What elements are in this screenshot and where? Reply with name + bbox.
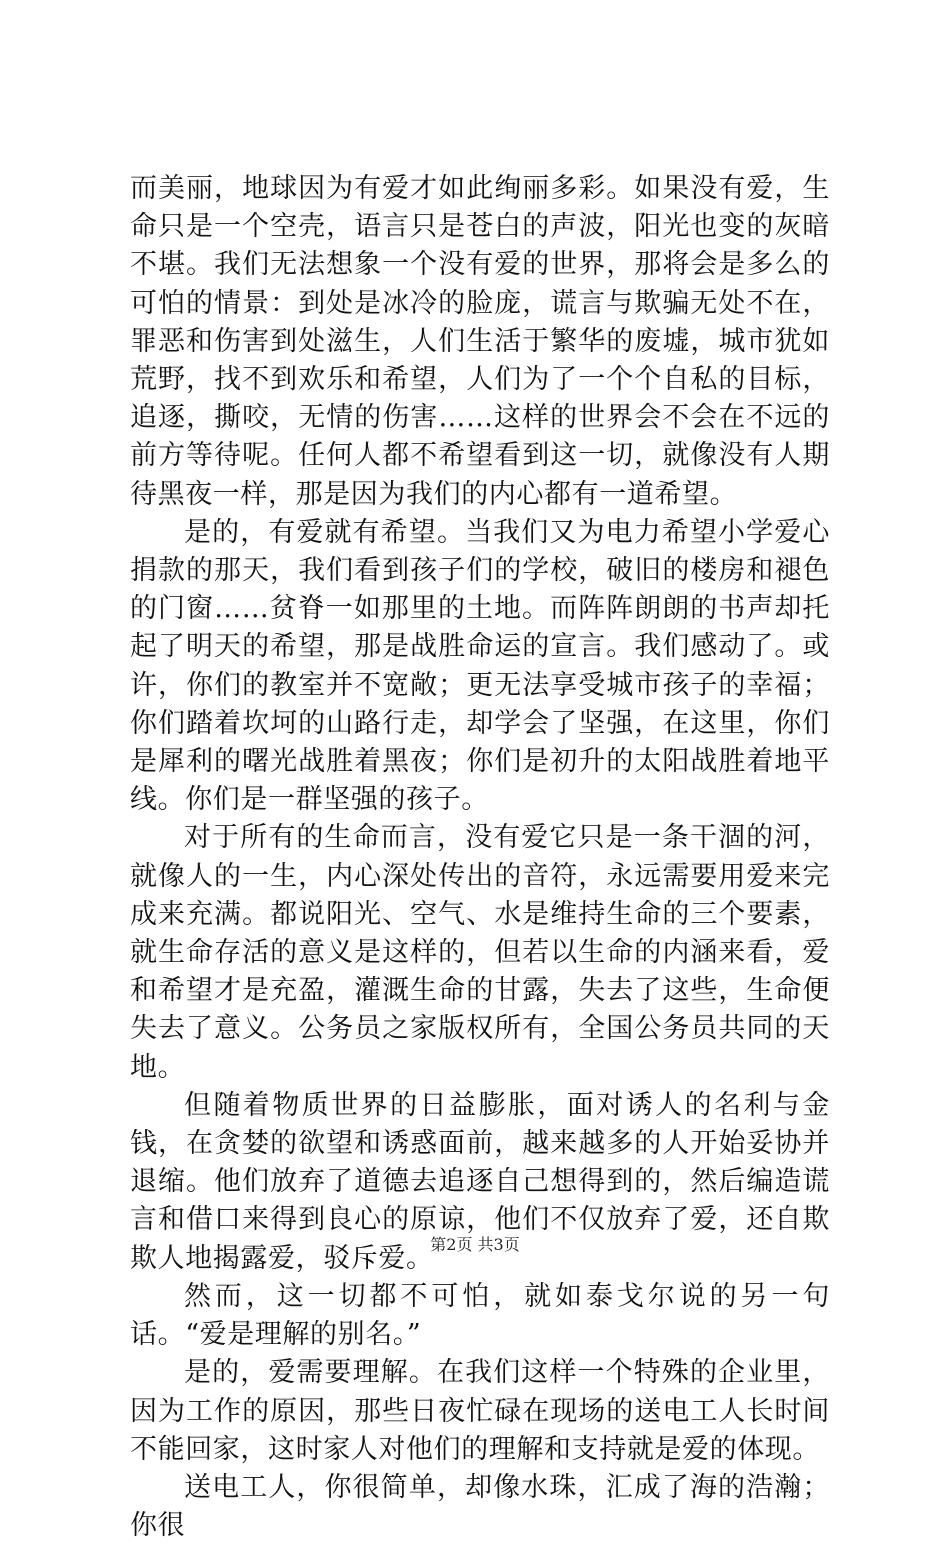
page-footer	[0, 1232, 950, 1255]
page-number-label: 第2页 共3页	[430, 1235, 520, 1254]
paragraph-3: 对于所有的生命而言，没有爱它只是一条干涸的河，就像人的一生，内心深处传出的音符，永远需要用爱来完成来充满。都说阳光、空气、水是维持生命的三个要素，就生命存活的意义是这样的，但若以生命的内涵来看，爱和希望才是充盈，灌溉生命的甘露，失去了这些，生命便失去了意义。公务员之家版权所有，全国公务员共同的天地。	[130, 822, 830, 1083]
document-body	[130, 170, 830, 1545]
paragraph-4: 但随着物质世界的日益膨胀，面对诱人的名利与金钱，在贪婪的欲望和诱惑面前，越来越多的人开始妥协并退缩。他们放弃了道德去追逐自己想得到的，然后编造谎言和借口来得到良心的原谅，他们不仅放弃了爱，还自欺欺人地揭露爱，驳斥爱。	[130, 1089, 830, 1274]
paragraph-7: 送电工人，你很简单，却像水珠，汇成了海的浩瀚；你很	[130, 1471, 830, 1542]
paragraph-5: 然而，这一切都不可怕，就如泰戈尔说的另一句话。“爱是理解的别名。”	[130, 1280, 830, 1351]
paragraph-1: 而美丽，地球因为有爱才如此绚丽多彩。如果没有爱，生命只是一个空壳，语言只是苍白的声波，阳光也变的灰暗不堪。我们无法想象一个没有爱的世界，那将会是多么的可怕的情景：到处是冰冷的脸庞，谎言与欺骗无处不在，罪恶和伤害到处滋生，人们生活于繁华的废墟，城市犹如荒野，找不到欢乐和希望，人们为了一个个自私的目标，追逐，撕咬，无情的伤害……这样的世界会不会在不远的前方等待呢。任何人都不希望看到这一切，就像没有人期待黑夜一样，那是因为我们的内心都有一道希望。	[130, 173, 830, 510]
paragraph-6: 是的，爱需要理解。在我们这样一个特殊的企业里，因为工作的原因，那些日夜忙碌在现场的送电工人长时间不能回家，这时家人对他们的理解和支持就是爱的体现。	[130, 1357, 830, 1465]
paragraph-2: 是的，有爱就有希望。当我们又为电力希望小学爱心捐款的那天，我们看到孩子们的学校，破旧的楼房和褪色的门窗……贫脊一如那里的土地。而阵阵朗朗的书声却托起了明天的希望，那是战胜命运的宣言。我们感动了。或许，你们的教室并不宽敞；更无法享受城市孩子的幸福；你们踏着坎坷的山路行走，却学会了坚强，在这里，你们是犀利的曙光战胜着黑夜；你们是初升的太阳战胜着地平线。你们是一群坚强的孩子。	[130, 516, 830, 816]
